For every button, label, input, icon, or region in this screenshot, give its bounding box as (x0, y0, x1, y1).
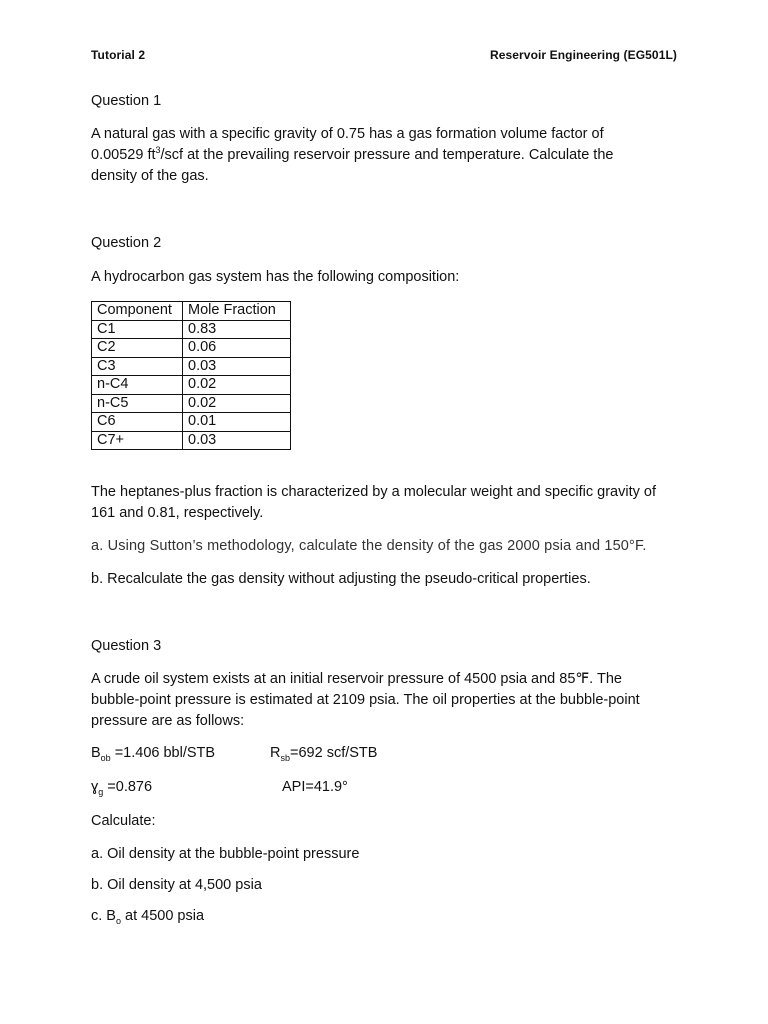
table-header-mole-fraction: Mole Fraction (183, 302, 291, 321)
table-cell-component: C2 (92, 339, 183, 358)
question-2-part-a: a. Using Sutton’s methodology, calculate the density of the gas 2000 psia and 150°F. (91, 538, 647, 554)
table-cell-mole-fraction: 0.01 (183, 413, 291, 432)
question-3-part-a: a. Oil density at the bubble-point pressure (91, 846, 360, 862)
q2-para-line-1: The heptanes-plus fraction is characterized by a molecular weight and specific gravity of (91, 484, 656, 500)
question-1-title: Question 1 (91, 93, 162, 109)
table-row (92, 394, 291, 413)
table-cell-component: n-C5 (92, 394, 183, 413)
q1-line-1: A natural gas with a specific gravity of 0.75 has a gas formation volume factor of (91, 126, 604, 142)
q2-para-line-2: 161 and 0.81, respectively. (91, 505, 264, 521)
table-cell-mole-fraction: 0.06 (183, 339, 291, 358)
q3-line-3: pressure are as follows: (91, 713, 245, 729)
question-3-part-b: b. Oil density at 4,500 psia (91, 877, 262, 893)
q3-line-2: bubble-point pressure is estimated at 2109 psia. The oil properties at the bubble-point (91, 692, 640, 708)
bob-value: $B_{ob} =1.406$ bbl/STB (91, 745, 216, 763)
q3-line-1: A crude oil system exists at an initial reservoir pressure of 4500 psia and 85℉. The (91, 671, 622, 687)
api-value: API=41.9° (282, 779, 348, 795)
question-3-title: Question 3 (91, 638, 162, 654)
table-row (92, 431, 291, 450)
table-cell-mole-fraction: 0.83 (183, 320, 291, 339)
question-2-part-b: b. Recalculate the gas density without adjusting the pseudo-critical properties. (91, 571, 591, 587)
table-header-component: Component (92, 302, 183, 321)
q1-line-3: density of the gas. (91, 168, 209, 184)
table-row (92, 413, 291, 432)
question-2-title: Question 2 (91, 235, 162, 251)
table-cell-mole-fraction: 0.03 (183, 357, 291, 376)
table-cell-component: n-C4 (92, 376, 183, 395)
table-cell-mole-fraction: 0.03 (183, 431, 291, 450)
table-row (92, 376, 291, 395)
table-cell-component: C7+ (92, 431, 183, 450)
rsb-value: $R_{sb}=692$ scf/STB (270, 745, 378, 763)
question-2-intro: A hydrocarbon gas system has the following composition: (91, 269, 460, 285)
table-cell-mole-fraction: 0.02 (183, 376, 291, 395)
header-right: Reservoir Engineering (EG501L) (489, 48, 677, 62)
table-cell-mole-fraction: 0.02 (183, 394, 291, 413)
question-2-paragraph (91, 482, 691, 524)
table-cell-component: C6 (92, 413, 183, 432)
table-row (92, 357, 291, 376)
question-3-body (91, 669, 691, 732)
composition-table (91, 301, 291, 450)
q1-line-2: 0.00529 $ft^3$/scf at the prevailing reservoir pressure and temperature. Calculate the (91, 145, 614, 163)
table-row (92, 320, 291, 339)
question-1-body (91, 124, 691, 187)
table-cell-component: C1 (92, 320, 183, 339)
question-3-calculate: Calculate: (91, 813, 156, 829)
table-header-row (92, 302, 291, 321)
gamma-g-value: ɣ$_g$ =0.876 (91, 779, 153, 797)
table-row (92, 339, 291, 358)
table-cell-component: C3 (92, 357, 183, 376)
question-3-part-c: c. $B_o$ at 4500 psia (91, 908, 205, 926)
header-left: Tutorial 2 (91, 48, 146, 62)
